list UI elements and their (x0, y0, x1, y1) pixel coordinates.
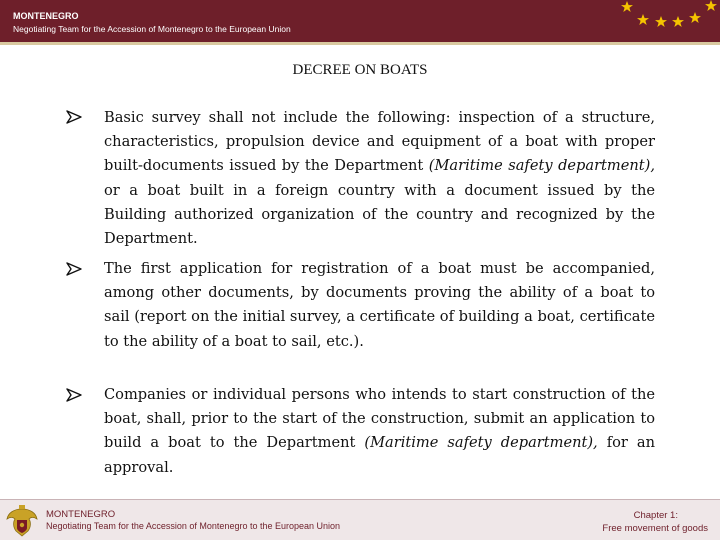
footer-chapter: Chapter 1: (633, 510, 678, 521)
footer-topic: Free movement of goods (602, 523, 708, 534)
arrow-bullet-icon (66, 262, 82, 276)
arrow-bullet-icon (66, 388, 82, 402)
bullet-paragraph: The first application for registration of a boat must be accompanied, among other documents, by documents proving the ability of a boat to sail (report on the initial survey, a certificate of building a boat, certificate to the ability of a boat to sail, etc.). (104, 260, 655, 350)
header-bar (0, 0, 720, 42)
bullet-paragraph: Basic survey shall not include the following: inspection of a structure, characteristics, propulsion device and equipment of a boat with proper built-documents issued by the Department (Maritime safety department), or a boat built in a foreign country with a document issued by the Building authorized organization of the country and recognized by the Department. (104, 109, 655, 248)
arrow-bullet-icon (66, 110, 82, 124)
header-title: MONTENEGRO (13, 11, 79, 21)
bullet-paragraph: Companies or individual persons who intends to start construction of the boat, shall, prior to the start of the construction, submit an application to build a boat to the Department (Maritime safety department), for an approval. (104, 386, 655, 476)
footer-bar (0, 500, 720, 540)
footer-title: MONTENEGRO (46, 509, 116, 520)
header-divider (0, 42, 720, 45)
footer-subtitle: Negotiating Team for the Accession of Montenegro to the European Union (46, 521, 341, 531)
header-subtitle: Negotiating Team for the Accession of Montenegro to the European Union (13, 24, 291, 34)
document-title: DECREE ON BOATS (292, 62, 428, 78)
eu-stars-icon (615, 0, 720, 34)
montenegro-coat-of-arms-icon (4, 503, 40, 539)
